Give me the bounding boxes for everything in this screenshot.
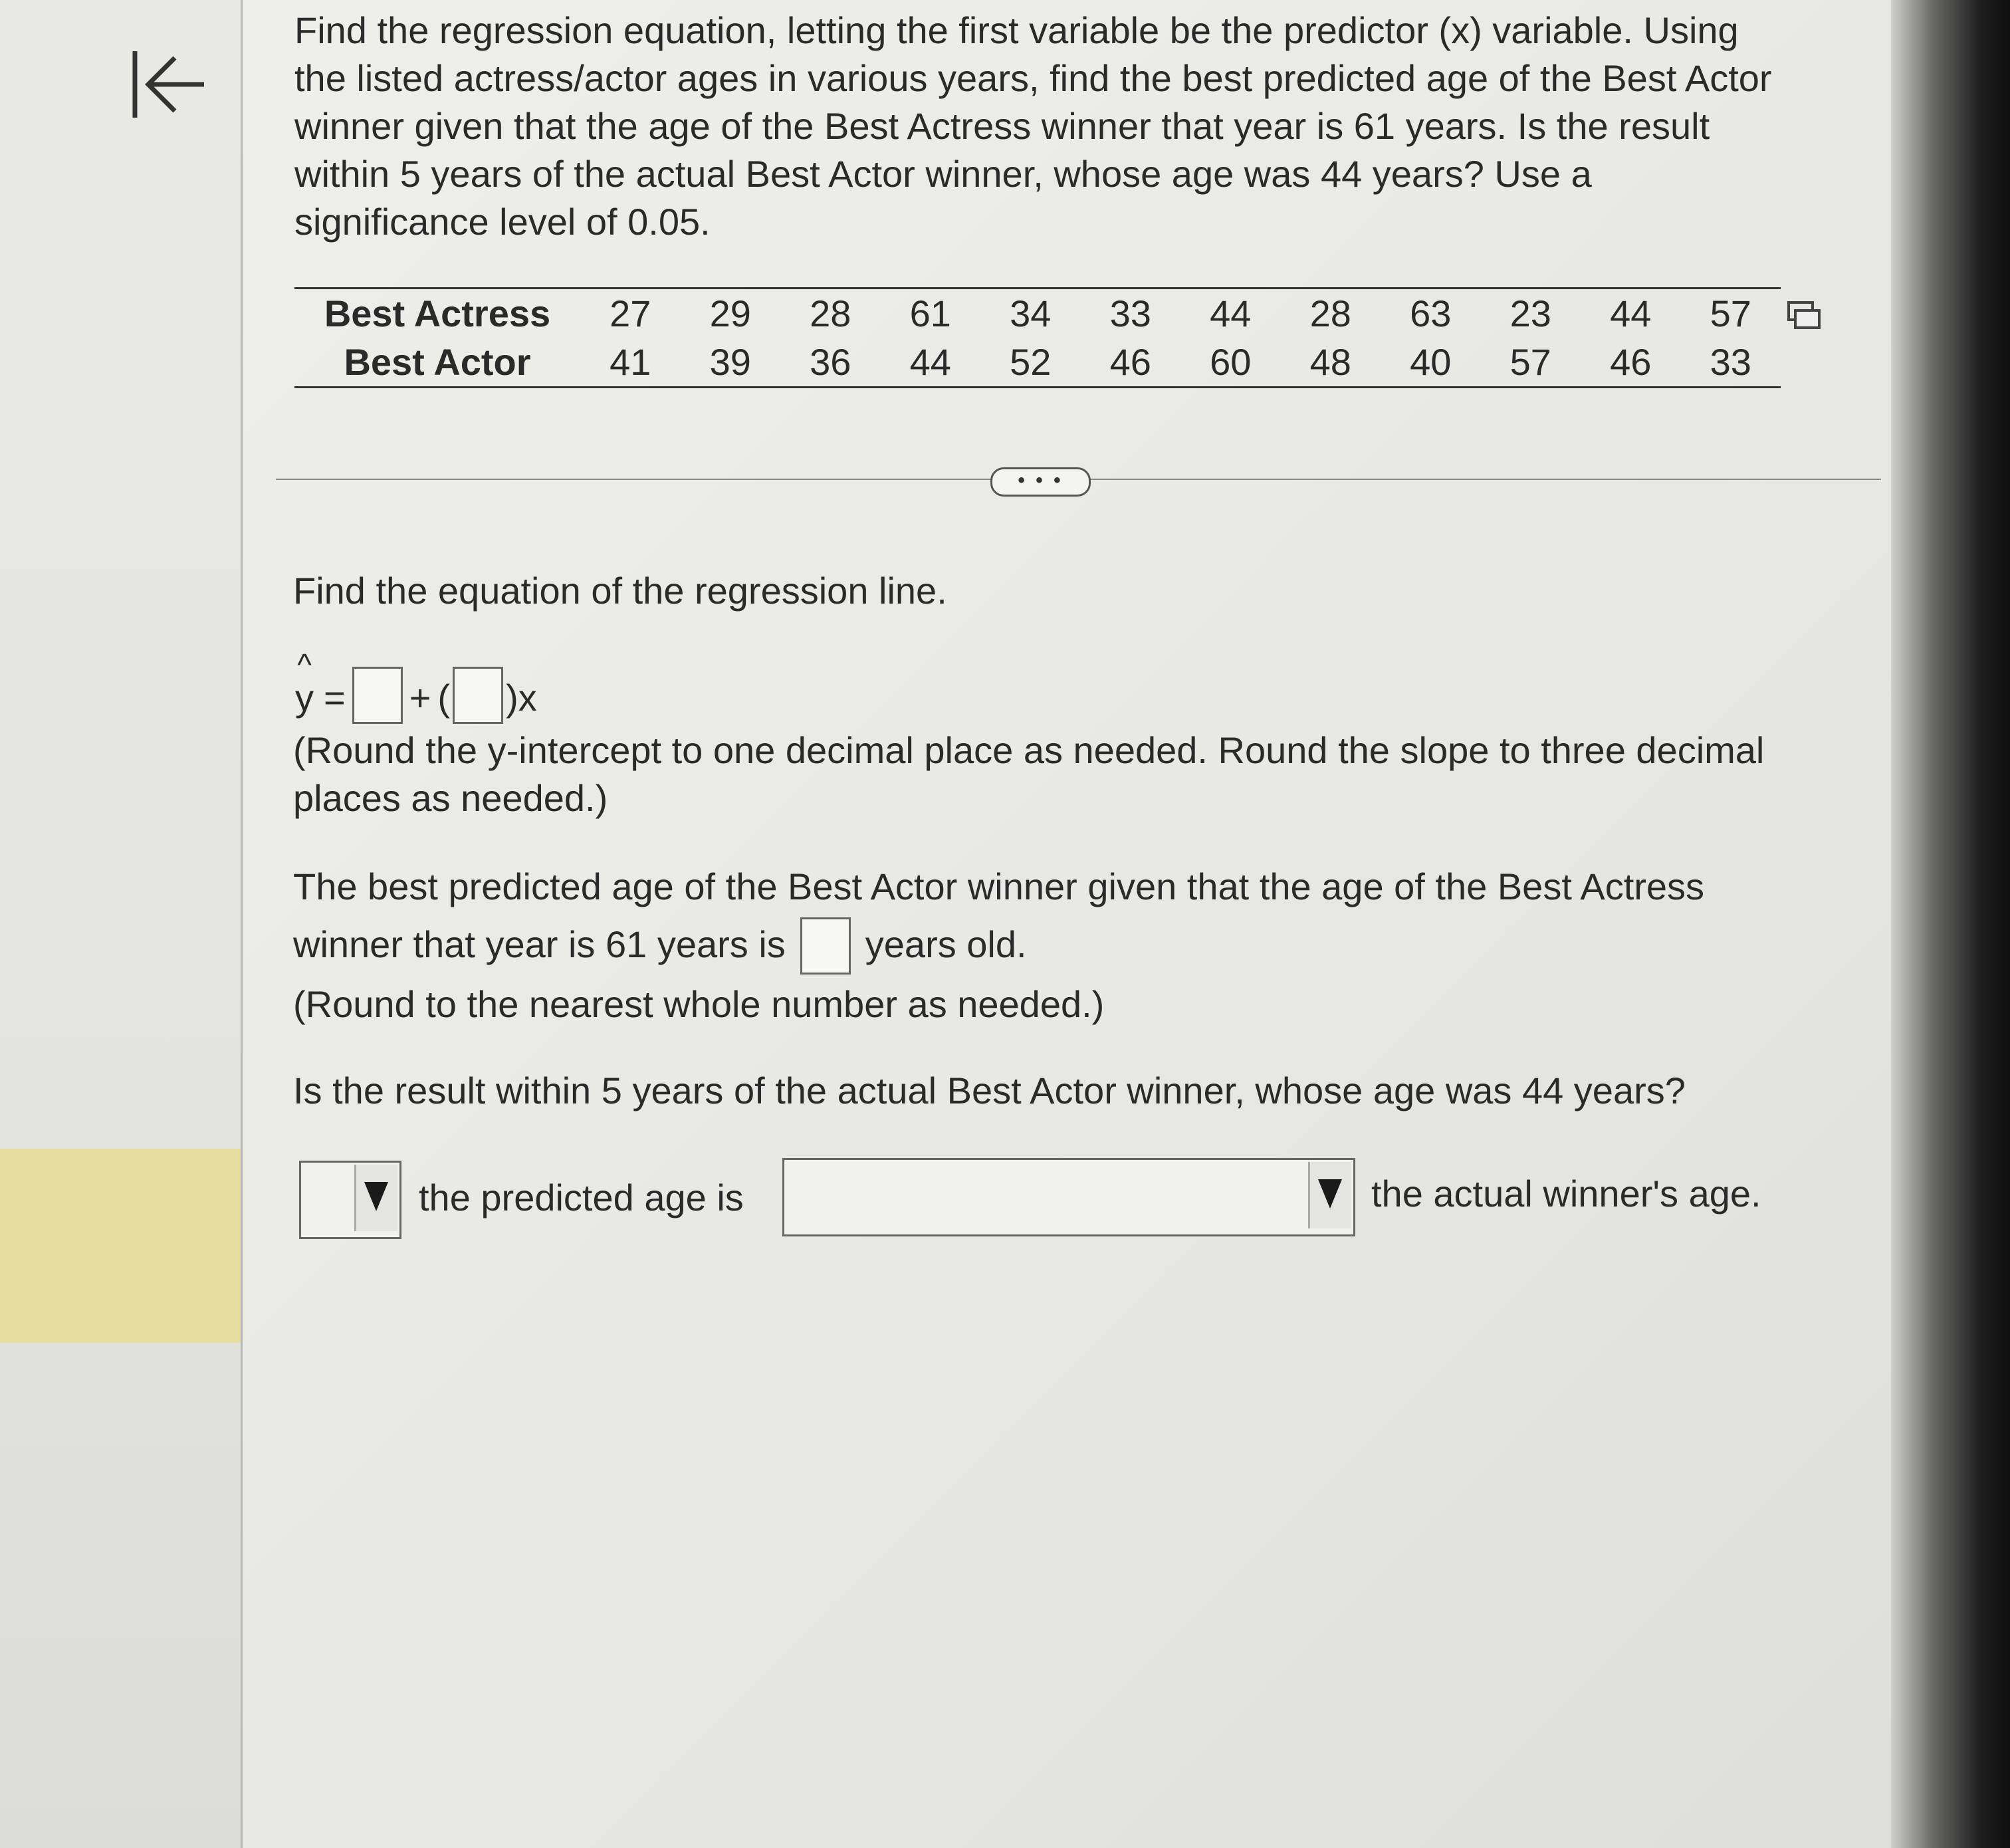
- table-cell: 52: [1010, 341, 1052, 383]
- table-cell: 44: [1610, 292, 1652, 334]
- open-paren: (: [437, 677, 451, 719]
- part2-text-after: years old.: [865, 923, 1027, 965]
- actual-age-label: the actual winner's age.: [1371, 1173, 1761, 1214]
- table-cell: 36: [810, 341, 851, 383]
- copy-icon[interactable]: [1787, 300, 1821, 331]
- table-cell: 34: [1010, 292, 1052, 334]
- part2-text-before: winner that year is 61 years is: [293, 923, 786, 965]
- row-header: Best Actor: [344, 341, 531, 383]
- screen-edge: [1891, 0, 2010, 1848]
- plus-sign: +: [409, 677, 431, 719]
- table-cell: 28: [1309, 292, 1351, 334]
- predicted-age-label: the predicted age is: [419, 1177, 744, 1218]
- predicted-age-input[interactable]: [800, 917, 851, 975]
- part2-line1: The best predicted age of the Best Actor winner given that the age of the Best Actress: [293, 866, 1705, 907]
- table-cell: 57: [1710, 292, 1751, 334]
- comparison-dropdown-2[interactable]: [782, 1158, 1355, 1236]
- data-table: [294, 287, 1781, 388]
- intercept-input[interactable]: [352, 667, 403, 724]
- sidebar-selected-item[interactable]: [0, 1149, 241, 1343]
- table-cell: 44: [909, 341, 951, 383]
- dropdown-arrow-icon[interactable]: [354, 1165, 397, 1231]
- dropdown-arrow-icon[interactable]: [1308, 1162, 1351, 1228]
- table-cell: 48: [1309, 341, 1351, 383]
- hat-symbol: ^: [297, 647, 312, 682]
- table-cell: 46: [1610, 341, 1652, 383]
- table-cell: 27: [610, 292, 651, 334]
- table-cell: 33: [1109, 292, 1151, 334]
- part2-instruction: (Round to the nearest whole number as needed.): [293, 983, 1105, 1025]
- row-header: Best Actress: [324, 292, 551, 334]
- prompt-line: significance level of 0.05.: [294, 201, 711, 243]
- table-cell: 23: [1509, 292, 1551, 334]
- table-cell: 28: [810, 292, 851, 334]
- regression-equation: [293, 647, 537, 728]
- table-cell: 41: [610, 341, 651, 383]
- part1-heading: Find the equation of the regression line.: [293, 570, 947, 612]
- expand-more-button[interactable]: • • •: [990, 467, 1091, 497]
- prompt-line: the listed actress/actor ages in various years, find the best predicted age of the Best Actor: [294, 57, 1772, 99]
- table-cell: 29: [709, 292, 751, 334]
- instruction-line: (Round the y-intercept to one decimal place as needed. Round the slope to three decimal: [293, 729, 1765, 771]
- left-sidebar: [0, 0, 241, 1848]
- prompt-line: within 5 years of the actual Best Actor winner, whose age was 44 years? Use a: [294, 153, 1592, 195]
- prompt-line: winner given that the age of the Best Actress winner that year is 61 years. Is the result: [294, 105, 1710, 147]
- table-cell: 61: [909, 292, 951, 334]
- table-row-best-actor: [294, 338, 1781, 388]
- collapse-left-icon[interactable]: [130, 48, 209, 121]
- prompt-line: Find the regression equation, letting the first variable be the predictor (x) variable. Using: [294, 9, 1739, 51]
- slope-input[interactable]: [453, 667, 503, 724]
- part2-line2: [293, 916, 1027, 973]
- y-hat-symbol: [293, 647, 316, 728]
- instruction-line: places as needed.): [293, 777, 608, 819]
- table-cell: 40: [1410, 341, 1452, 383]
- table-cell: 46: [1109, 341, 1151, 383]
- part3-question: Is the result within 5 years of the actual Best Actor winner, whose age was 44 years?: [293, 1070, 1686, 1111]
- equals-sign: =: [324, 677, 346, 719]
- comparison-dropdown-1[interactable]: [299, 1161, 401, 1239]
- part1-instruction: [293, 727, 1764, 822]
- table-cell: 57: [1509, 341, 1551, 383]
- question-prompt: [294, 7, 1876, 246]
- table-cell: 39: [709, 341, 751, 383]
- close-paren-x: )x: [506, 677, 537, 719]
- table-cell: 63: [1410, 292, 1452, 334]
- table-cell: 44: [1210, 292, 1252, 334]
- table-cell: 60: [1210, 341, 1252, 383]
- table-row-best-actress: [294, 289, 1781, 338]
- table-cell: 33: [1710, 341, 1751, 383]
- y-symbol: y: [295, 677, 314, 719]
